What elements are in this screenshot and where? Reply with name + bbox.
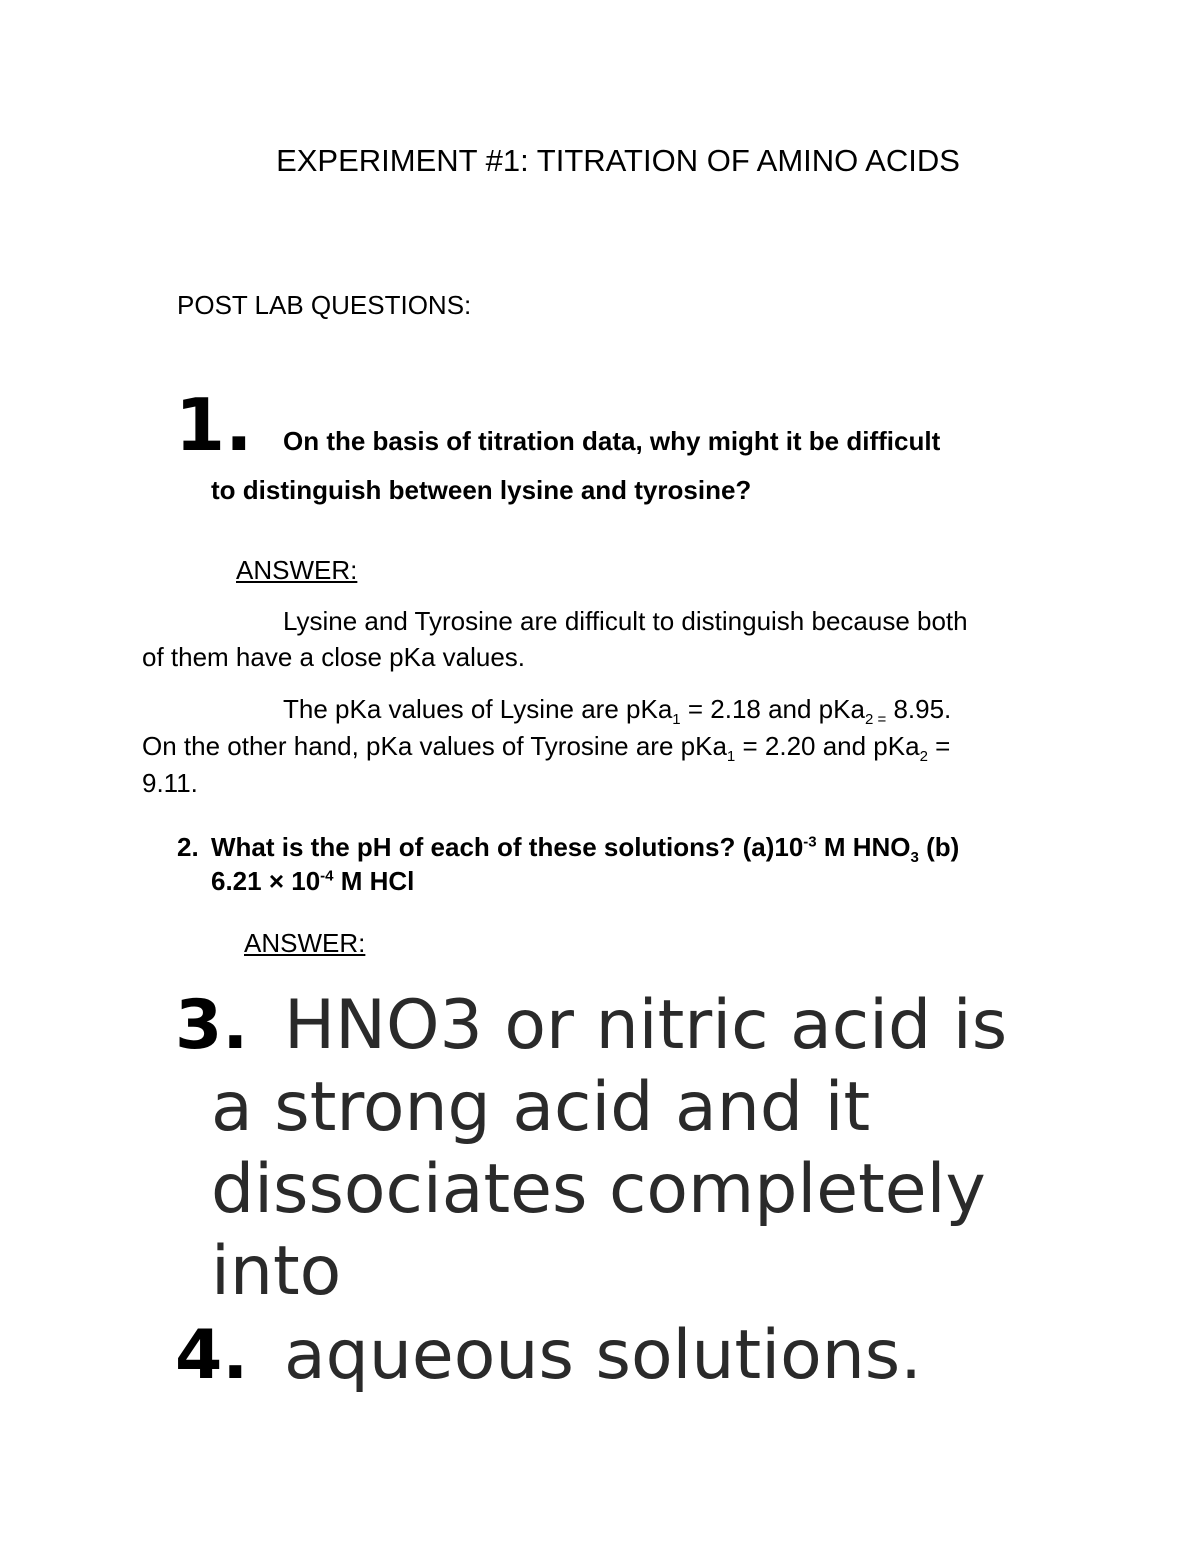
- answer-1-paragraph-2-line-1: The pKa values of Lysine are pKa$_1$ = 2.18 and pKa$_{2 =}$ 8.95.: [283, 694, 952, 729]
- question-1-answer-label: ANSWER:: [236, 555, 358, 585]
- item-3-number: 3.: [175, 986, 249, 1065]
- answer-1-paragraph-2-line-2: On the other hand, pKa values of Tyrosine are pKa$_1$ = 2.20 and pKa$_2$ =: [142, 731, 951, 766]
- item-3-line-3: dissociates completely: [211, 1150, 986, 1229]
- item-3-line-1: HNO3 or nitric acid is: [284, 986, 1008, 1065]
- question-2-answer-label: ANSWER:: [244, 928, 366, 958]
- question-2-line-2: $6.21 \times 10^{-4}$ M HCl: [211, 866, 415, 896]
- question-2-number: 2.: [177, 832, 199, 862]
- answer-1-paragraph-1-line-1: Lysine and Tyrosine are difficult to distinguish because both: [283, 606, 968, 636]
- item-4-number: 4.: [175, 1316, 249, 1395]
- item-3-line-2: a strong acid and it: [211, 1068, 871, 1147]
- document-title: EXPERIMENT #1: TITRATION OF AMINO ACIDS: [276, 143, 960, 178]
- question-1-number: 1.: [175, 383, 253, 467]
- question-1-line-2: to distinguish between lysine and tyrosine?: [211, 475, 752, 505]
- section-heading: POST LAB QUESTIONS:: [177, 290, 472, 320]
- question-2-line-1: What is the pH of each of these solutions? $(a)10^{-3}$ M $HNO_3$ (b): [211, 832, 960, 867]
- answer-1-paragraph-1-line-2: of them have a close pKa values.: [142, 642, 526, 672]
- item-3-line-4: into: [211, 1232, 342, 1311]
- question-1-line-1: On the basis of titration data, why might it be difficult: [283, 426, 941, 456]
- answer-1-paragraph-2-line-3: 9.11.: [142, 768, 198, 798]
- item-4-line-1: aqueous solutions.: [284, 1316, 922, 1395]
